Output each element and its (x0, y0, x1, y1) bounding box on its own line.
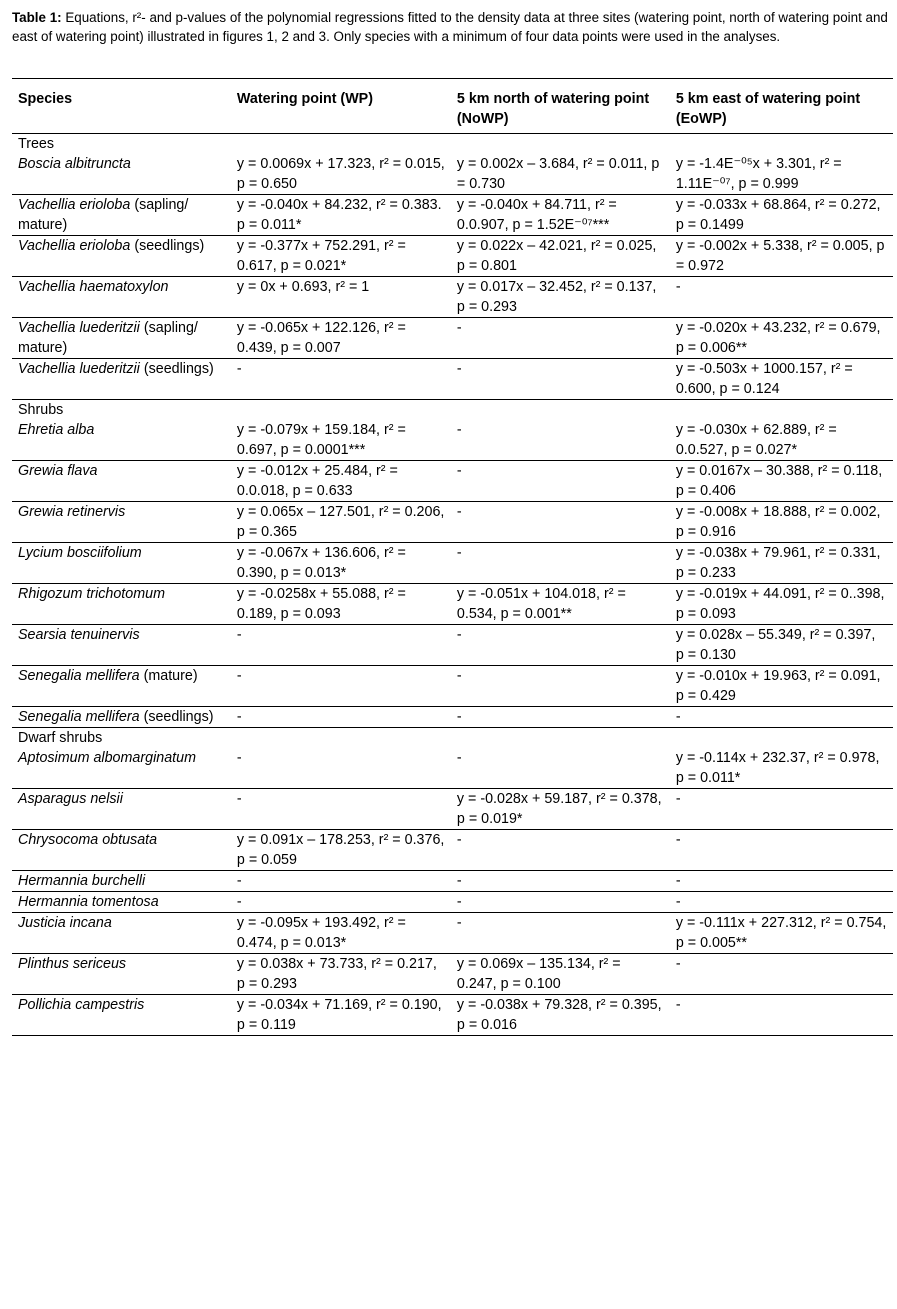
wp-cell: y = -0.079x + 159.184, r² = 0.697, p = 0.0001*** (231, 420, 451, 461)
species-name: Senegalia mellifera (18, 668, 140, 684)
species-cell (12, 543, 231, 584)
wp-cell: y = -0.0258x + 55.088, r² = 0.189, p = 0.093 (231, 584, 451, 625)
species-cell (12, 318, 231, 359)
eowp-cell: y = -0.008x + 18.888, r² = 0.002, p = 0.916 (670, 502, 893, 543)
table-row (12, 892, 893, 913)
species-name: Vachellia haematoxylon (18, 279, 169, 295)
species-qualifier: (seedlings) (139, 361, 214, 377)
species-name: Vachellia erioloba (18, 238, 131, 254)
section-header-row (12, 728, 893, 749)
species-name: Justicia incana (18, 915, 112, 931)
eowp-cell: y = -0.033x + 68.864, r² = 0.272, p = 0.1499 (670, 195, 893, 236)
species-cell (12, 461, 231, 502)
eowp-cell: y = 0.0167x – 30.388, r² = 0.118, p = 0.406 (670, 461, 893, 502)
eowp-cell: y = -0.114x + 232.37, r² = 0.978, p = 0.011* (670, 748, 893, 789)
wp-cell: - (231, 625, 451, 666)
eowp-cell: - (670, 995, 893, 1036)
nowp-cell: - (451, 625, 670, 666)
species-cell (12, 625, 231, 666)
wp-cell: y = -0.067x + 136.606, r² = 0.390, p = 0.013* (231, 543, 451, 584)
species-name: Senegalia mellifera (18, 709, 140, 725)
species-name: Boscia albitruncta (18, 156, 131, 172)
eowp-cell: - (670, 871, 893, 892)
wp-cell: - (231, 707, 451, 728)
table-row (12, 748, 893, 789)
section-header-row (12, 400, 893, 421)
nowp-cell: - (451, 871, 670, 892)
table-row (12, 318, 893, 359)
species-cell (12, 420, 231, 461)
species-name: Vachellia erioloba (18, 197, 131, 213)
eowp-cell: - (670, 954, 893, 995)
regression-table (12, 78, 893, 1036)
species-name: Aptosimum albomarginatum (18, 750, 196, 766)
nowp-cell: y = 0.017x – 32.452, r² = 0.137, p = 0.293 (451, 277, 670, 318)
table-row (12, 195, 893, 236)
species-qualifier: (mature) (139, 668, 198, 684)
header-nowp: 5 km north of watering point (NoWP) (451, 79, 670, 134)
wp-cell: y = -0.377x + 752.291, r² = 0.617, p = 0.021* (231, 236, 451, 277)
nowp-cell: - (451, 502, 670, 543)
table-row (12, 625, 893, 666)
wp-cell: y = -0.012x + 25.484, r² = 0.0.018, p = 0.633 (231, 461, 451, 502)
species-cell (12, 277, 231, 318)
species-name: Searsia tenuinervis (18, 627, 140, 643)
eowp-cell: - (670, 789, 893, 830)
table-row (12, 954, 893, 995)
species-name: Pollichia campestris (18, 997, 145, 1013)
nowp-cell: y = -0.040x + 84.711, r² = 0.0.907, p = 1.52E⁻⁰⁷*** (451, 195, 670, 236)
species-name: Hermannia burchelli (18, 873, 146, 889)
table-caption (12, 8, 890, 46)
species-cell (12, 359, 231, 400)
eowp-cell: y = 0.028x – 55.349, r² = 0.397, p = 0.130 (670, 625, 893, 666)
nowp-cell: y = -0.028x + 59.187, r² = 0.378, p = 0.019* (451, 789, 670, 830)
species-name: Ehretia alba (18, 422, 95, 438)
nowp-cell: - (451, 892, 670, 913)
wp-cell: - (231, 789, 451, 830)
wp-cell: - (231, 871, 451, 892)
species-name: Rhigozum trichotomum (18, 586, 165, 602)
table-row (12, 789, 893, 830)
species-cell (12, 954, 231, 995)
nowp-cell: - (451, 830, 670, 871)
nowp-cell: y = -0.038x + 79.328, r² = 0.395, p = 0.016 (451, 995, 670, 1036)
eowp-cell: - (670, 830, 893, 871)
species-cell (12, 236, 231, 277)
species-name: Asparagus nelsii (18, 791, 123, 807)
wp-cell: y = 0.0069x + 17.323, r² = 0.015, p = 0.650 (231, 154, 451, 195)
eowp-cell: - (670, 277, 893, 318)
species-name: Grewia flava (18, 463, 98, 479)
species-cell (12, 195, 231, 236)
nowp-cell: - (451, 748, 670, 789)
species-cell (12, 707, 231, 728)
species-cell (12, 995, 231, 1036)
species-qualifier: (sapling/ mature) (18, 320, 198, 356)
table-body (12, 134, 893, 1036)
table-row (12, 666, 893, 707)
wp-cell: y = -0.040x + 84.232, r² = 0.383. p = 0.011* (231, 195, 451, 236)
table-row (12, 543, 893, 584)
nowp-cell: - (451, 359, 670, 400)
nowp-cell: y = 0.022x – 42.021, r² = 0.025, p = 0.801 (451, 236, 670, 277)
table-row (12, 154, 893, 195)
species-name: Hermannia tomentosa (18, 894, 159, 910)
wp-cell: y = 0.065x – 127.501, r² = 0.206, p = 0.365 (231, 502, 451, 543)
nowp-cell: y = 0.069x – 135.134, r² = 0.247, p = 0.100 (451, 954, 670, 995)
eowp-cell: y = -0.002x + 5.338, r² = 0.005, p = 0.972 (670, 236, 893, 277)
header-species: Species (12, 79, 231, 134)
species-name: Chrysocoma obtusata (18, 832, 158, 848)
eowp-cell: y = -0.038x + 79.961, r² = 0.331, p = 0.233 (670, 543, 893, 584)
species-cell (12, 666, 231, 707)
nowp-cell: - (451, 913, 670, 954)
wp-cell: - (231, 748, 451, 789)
nowp-cell: - (451, 461, 670, 502)
table-row (12, 277, 893, 318)
eowp-cell: y = -0.019x + 44.091, r² = 0..398, p = 0.093 (670, 584, 893, 625)
species-cell (12, 748, 231, 789)
species-name: Vachellia luederitzii (18, 361, 140, 377)
wp-cell: - (231, 666, 451, 707)
table-row (12, 913, 893, 954)
section-title: Shrubs (12, 400, 893, 421)
species-qualifier: (seedlings) (130, 238, 205, 254)
header-wp: Watering point (WP) (231, 79, 451, 134)
species-qualifier: (seedlings) (139, 709, 214, 725)
wp-cell: y = 0x + 0.693, r² = 1 (231, 277, 451, 318)
species-cell (12, 502, 231, 543)
header-eowp: 5 km east of watering point (EoWP) (670, 79, 893, 134)
section-title: Dwarf shrubs (12, 728, 893, 749)
species-qualifier: (sapling/ mature) (18, 197, 189, 233)
wp-cell: y = 0.038x + 73.733, r² = 0.217, p = 0.293 (231, 954, 451, 995)
wp-cell: - (231, 359, 451, 400)
nowp-cell: - (451, 666, 670, 707)
eowp-cell: y = -0.111x + 227.312, r² = 0.754, p = 0.005** (670, 913, 893, 954)
table-row (12, 359, 893, 400)
nowp-cell: - (451, 543, 670, 584)
species-cell (12, 892, 231, 913)
wp-cell: - (231, 892, 451, 913)
table-caption-label: Table 1: (12, 10, 62, 25)
section-title: Trees (18, 136, 55, 152)
eowp-cell: - (670, 892, 893, 913)
species-name: Vachellia luederitzii (18, 320, 140, 336)
species-cell (12, 789, 231, 830)
section-header-row (12, 134, 893, 155)
table-row (12, 236, 893, 277)
species-cell (12, 584, 231, 625)
eowp-cell: y = -0.503x + 1000.157, r² = 0.600, p = 0.124 (670, 359, 893, 400)
table-row (12, 502, 893, 543)
eowp-cell: - (670, 707, 893, 728)
eowp-cell: y = -1.4E⁻⁰⁵x + 3.301, r² = 1.11E⁻⁰⁷, p = 0.999 (670, 154, 893, 195)
species-name: Grewia retinervis (18, 504, 126, 520)
table-row (12, 871, 893, 892)
table-row (12, 707, 893, 728)
table-row (12, 995, 893, 1036)
table-row (12, 584, 893, 625)
wp-cell: y = -0.095x + 193.492, r² = 0.474, p = 0.013* (231, 913, 451, 954)
wp-cell: y = -0.034x + 71.169, r² = 0.190, p = 0.119 (231, 995, 451, 1036)
species-cell (12, 830, 231, 871)
table-row (12, 420, 893, 461)
eowp-cell: y = -0.030x + 62.889, r² = 0.0.527, p = 0.027* (670, 420, 893, 461)
table-header (12, 79, 893, 134)
eowp-cell: y = -0.010x + 19.963, r² = 0.091, p = 0.429 (670, 666, 893, 707)
species-cell (12, 871, 231, 892)
nowp-cell: y = -0.051x + 104.018, r² = 0.534, p = 0.001** (451, 584, 670, 625)
table-caption-text: Equations, r²- and p-values of the polynomial regressions fitted to the density data at three sites (watering point, north of watering point and east of watering point) illustrated in figures 1, 2 and 3. Only species with a minimum of four data points were used in the analyses. (12, 10, 888, 44)
nowp-cell: - (451, 318, 670, 359)
species-cell (12, 913, 231, 954)
wp-cell: y = 0.091x – 178.253, r² = 0.376, p = 0.059 (231, 830, 451, 871)
species-cell (12, 154, 231, 195)
table-row (12, 461, 893, 502)
nowp-cell: y = 0.002x – 3.684, r² = 0.011, p = 0.730 (451, 154, 670, 195)
nowp-cell: - (451, 707, 670, 728)
wp-cell: y = -0.065x + 122.126, r² = 0.439, p = 0.007 (231, 318, 451, 359)
eowp-cell: y = -0.020x + 43.232, r² = 0.679, p = 0.006** (670, 318, 893, 359)
species-name: Lycium bosciifolium (18, 545, 142, 561)
species-name: Plinthus sericeus (18, 956, 127, 972)
nowp-cell: - (451, 420, 670, 461)
table-row (12, 830, 893, 871)
